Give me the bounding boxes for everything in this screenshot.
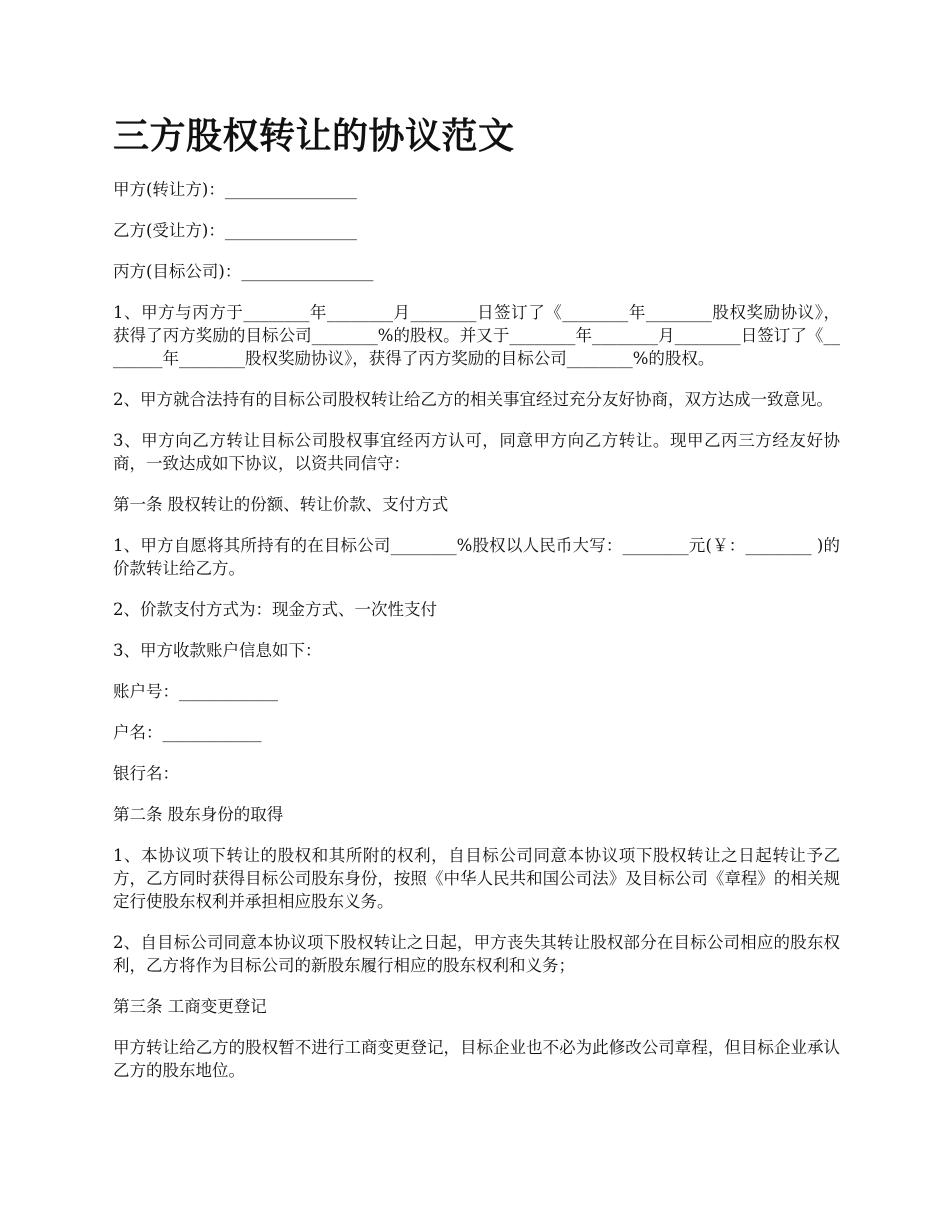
bank-name-line: 银行名： bbox=[113, 764, 179, 783]
article-1-clause-3: 3、甲方收款账户信息如下： bbox=[113, 641, 322, 660]
account-number-line: 账户号：____________ bbox=[113, 682, 278, 701]
article-1-heading: 第一条 股权转让的份额、转让价款、支付方式 bbox=[113, 495, 449, 514]
document-title: 三方股权转让的协议范文 bbox=[113, 115, 515, 157]
party-a-line: 甲方(转让方)：________________ bbox=[113, 180, 357, 199]
recital-2: 2、甲方就合法持有的目标公司股权转让给乙方的相关事宜经过充分友好协商，双方达成一致意见。 bbox=[113, 390, 833, 409]
recital-1: 1、甲方与丙方于________年________月________日签订了《________年________股权奖励协议》，获得了丙方奖励的目标公司________%的股权。并又于________年________月________日签订了《________年________股权奖励协议》，获得了丙方奖励的目标公司________%的股权。 bbox=[113, 303, 840, 368]
party-b-line: 乙方(受让方)：________________ bbox=[113, 221, 357, 240]
article-1-clause-2: 2、价款支付方式为：现金方式、一次性支付 bbox=[113, 600, 437, 619]
article-1-clause-1: 1、甲方自愿将其所持有的在目标公司________%股权以人民币大写：________元(￥：________ )的价款转让给乙方。 bbox=[113, 536, 840, 578]
account-name-line: 户名：____________ bbox=[113, 723, 262, 742]
document-page bbox=[113, 112, 840, 1100]
recital-3: 3、甲方向乙方转让目标公司股权事宜经丙方认可，同意甲方向乙方转让。现甲乙丙三方经友好协商，一致达成如下协议，以资共同信守： bbox=[113, 431, 840, 473]
article-3-clause: 甲方转让给乙方的股权暂不进行工商变更登记，目标企业也不必为此修改公司章程，但目标企业承认乙方的股东地位。 bbox=[113, 1038, 840, 1080]
article-2-clause-1: 1、本协议项下转让的股权和其所附的权利，自目标公司同意本协议项下股权转让之日起转让予乙方，乙方同时获得目标公司股东身份，按照《中华人民共和国公司法》及目标公司《章程》的相关规定行使股东权利并承担相应股东义务。 bbox=[113, 846, 840, 911]
party-c-line: 丙方(目标公司)：________________ bbox=[113, 262, 374, 281]
article-2-clause-2: 2、自目标公司同意本协议项下股权转让之日起，甲方丧失其转让股权部分在目标公司相应的股东权利，乙方将作为目标公司的新股东履行相应的股东权利和义务； bbox=[113, 933, 840, 975]
article-3-heading: 第三条 工商变更登记 bbox=[113, 997, 267, 1016]
article-2-heading: 第二条 股东身份的取得 bbox=[113, 805, 284, 824]
